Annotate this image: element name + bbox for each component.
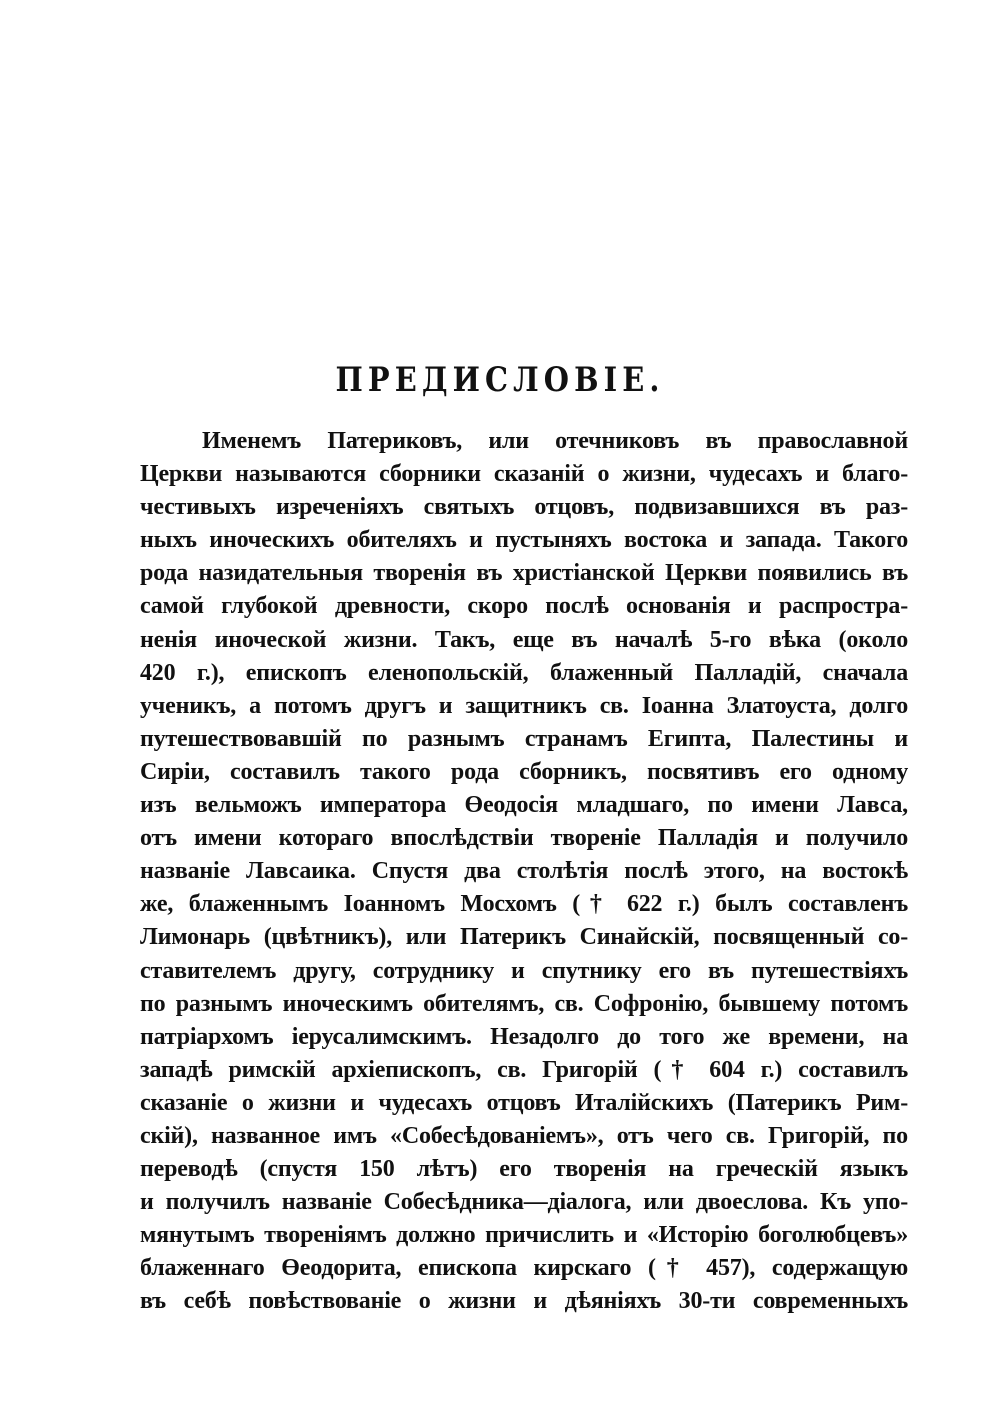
text-line: рода назидательныя творенія въ христіанской Церкви появились въ [140, 560, 908, 587]
text-line: ученикъ, а потомъ другъ и защитникъ св. Іоанна Златоуста, долго [140, 692, 908, 719]
text-line: же, блаженнымъ Іоанномъ Мосхомъ († 622 г.) былъ составленъ [140, 891, 908, 918]
text-line: западѣ римскій архіепископъ, св. Григорій († 604 г.) составилъ [140, 1056, 908, 1083]
page-title: ПРЕДИСЛОВІЕ. [335, 360, 665, 400]
text-line: отъ имени котораго впослѣдствіи твореніе Палладія и получило [140, 825, 908, 852]
text-line: по разнымъ иноческимъ обителямъ, св. Софронію, бывшему потомъ [140, 990, 908, 1017]
text-line: ненія иноческой жизни. Такъ, еще въ началѣ 5-го вѣка (около [140, 626, 908, 653]
text-line: Церкви называются сборники сказаній о жизни, чудесахъ и благо- [140, 461, 908, 488]
text-line: ныхъ иноческихъ обителяхъ и пустыняхъ востока и запада. Такого [140, 527, 908, 554]
text-line: сказаніе о жизни и чудесахъ отцовъ Италійскихъ (Патерикъ Рим- [140, 1089, 908, 1116]
text-line: блаженнаго Өеодорита, епископа кирскаго († 457), содержащую [140, 1255, 908, 1282]
text-line: Сиріи, составилъ такого рода сборникъ, посвятивъ его одному [140, 758, 908, 785]
text-line: путешествовавшій по разнымъ странамъ Египта, Палестины и [140, 725, 908, 752]
text-line: названіе Лавсаика. Спустя два столѣтія послѣ этого, на востокѣ [140, 858, 908, 885]
text-line: переводѣ (спустя 150 лѣтъ) его творенія на греческій языкъ [140, 1156, 908, 1183]
text-line: и получилъ названіе Собесѣдника—діалога, или двоеслова. Къ упо- [140, 1189, 908, 1216]
text-line: ставителемъ другу, сотруднику и спутнику его въ путешествіяхъ [140, 957, 908, 984]
text-line: изъ вельможъ императора Өеодосія младшаго, по имени Лавса, [140, 792, 908, 819]
text-line: въ себѣ повѣствованіе о жизни и дѣяніяхъ 30-ти современныхъ [140, 1288, 908, 1315]
text-line: мянутымъ твореніямъ должно причислить и «Исторію боголюбцевъ» [140, 1222, 908, 1249]
text-line: честивыхъ изреченіяхъ святыхъ отцовъ, подвизавшихся въ раз- [140, 494, 908, 521]
text-line: скій), названное имъ «Собесѣдованіемъ», отъ чего св. Григорій, по [140, 1122, 908, 1149]
body-text [140, 425, 908, 1319]
text-line: самой глубокой древности, скоро послѣ основанія и распростра- [140, 593, 908, 620]
text-line: патріархомъ іерусалимскимъ. Незадолго до того же времени, на [140, 1023, 908, 1050]
text-line: Лимонарь (цвѣтникъ), или Патерикъ Синайскій, посвященный со- [140, 924, 908, 951]
text-line: Именемъ Патериковъ, или отечниковъ въ православной [202, 428, 908, 454]
text-line: 420 г.), епископъ еленопольскій, блаженный Палладій, сначала [140, 659, 908, 686]
